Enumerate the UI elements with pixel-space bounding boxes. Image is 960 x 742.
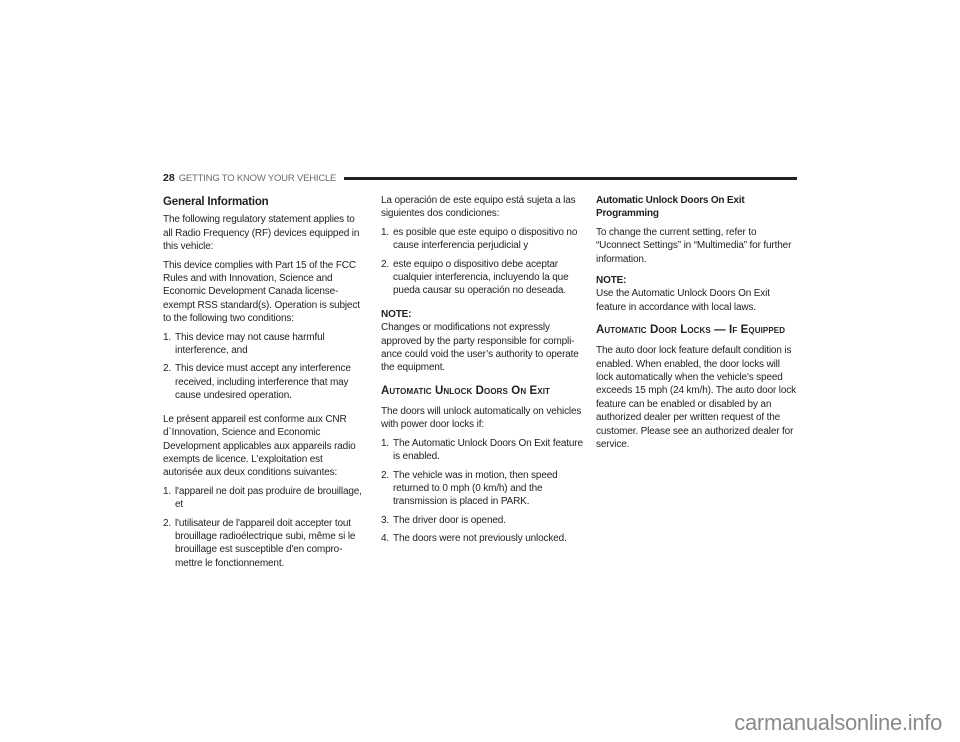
- paragraph: Le présent appareil est conforme aux CNR d`Innovation, Science and Economic Development applicables aux appareils radio exempts de licence. L'exploitation est autorisée aux deux conditions suivantes:: [163, 413, 356, 479]
- list-item: 1. es posible que este equipo o dispositivo no cause interferencia perjudicial y: [381, 226, 578, 252]
- list-item: 1. This device may not cause harmful interference, and: [163, 331, 325, 357]
- list-item: 2. este equipo o dispositivo debe aceptar cualquier interferencia, incluyendo la que pueda causar su operación no deseada.: [381, 258, 569, 297]
- heading-general-information: General Information: [163, 196, 269, 208]
- heading-auto-door-locks: Automatic Door Locks — If Equipped: [596, 324, 786, 337]
- paragraph: La operación de este equipo está sujeta a las siguientes dos condiciones:: [381, 195, 576, 220]
- header-rule: [344, 177, 797, 180]
- note-label: NOTE:: [596, 275, 627, 287]
- note-text: Changes or modifications not expressly approved by the party responsible for compli-ance could void the user’s authority to operate the equipment.: [381, 322, 579, 374]
- french-conditions-list: [163, 485, 365, 570]
- note-label: NOTE:: [381, 308, 412, 320]
- note-text: Use the Automatic Unlock Doors On Exit feature in accordance with local laws.: [596, 288, 770, 313]
- list-item: 2. The vehicle was in motion, then speed returned to 0 mph (0 km/h) and the transmission is placed in PARK.: [381, 469, 558, 508]
- list-item: 1. The Automatic Unlock Doors On Exit feature is enabled.: [381, 437, 583, 463]
- list-item: 1. l'appareil ne doit pas produire de brouillage, et: [163, 485, 362, 511]
- subheading-programming: Automatic Unlock Doors On Exit Programming: [596, 195, 745, 220]
- spanish-conditions-list: [381, 226, 583, 298]
- paragraph: The auto door lock feature default condition is enabled. When enabled, the door locks will lock automatically when the vehicle's speed exceeds 15 mph (24 km/h). The auto door lock feature can be enabled or disabled by an authorized dealer per written request of the customer. Please see an authorized dealer for service.: [596, 345, 796, 451]
- list-item: 2. This device must accept any interference received, including interference that may cause undesired operation.: [163, 363, 351, 402]
- column-left: [163, 194, 365, 580]
- list-item: 4. The doors were not previously unlocked.: [381, 533, 567, 545]
- page-number: 28: [163, 172, 175, 184]
- paragraph: To change the current setting, refer to “Uconnect Settings” in “Multimedia” for further information.: [596, 226, 792, 265]
- paragraph: This device complies with Part 15 of the FCC Rules and with Innovation, Science and Economic Development Canada license-exempt RSS standard(s). Operation is subject to the following two conditions:: [163, 259, 360, 325]
- section-title: GETTING TO KNOW YOUR VEHICLE: [178, 172, 337, 184]
- column-middle: [381, 194, 583, 556]
- page-header: [163, 172, 797, 184]
- paragraph: The doors will unlock automatically on vehicles with power door locks if:: [381, 405, 582, 431]
- list-item: 3. The driver door is opened.: [381, 514, 506, 526]
- fcc-conditions-list: [163, 331, 365, 403]
- watermark: carmanualsonline.info: [734, 710, 942, 735]
- unlock-conditions-list: [381, 437, 583, 546]
- list-item: 2. l'utilisateur de l'appareil doit accepter tout brouillage radioélectrique subi, même si le brouillage est susceptible d'en compro-mettre le fonctionnement.: [163, 517, 356, 569]
- paragraph: The following regulatory statement applies to all Radio Frequency (RF) devices equipped in this vehicle:: [163, 214, 360, 253]
- heading-auto-unlock: Automatic Unlock Doors On Exit: [381, 384, 551, 397]
- column-right: [596, 194, 798, 457]
